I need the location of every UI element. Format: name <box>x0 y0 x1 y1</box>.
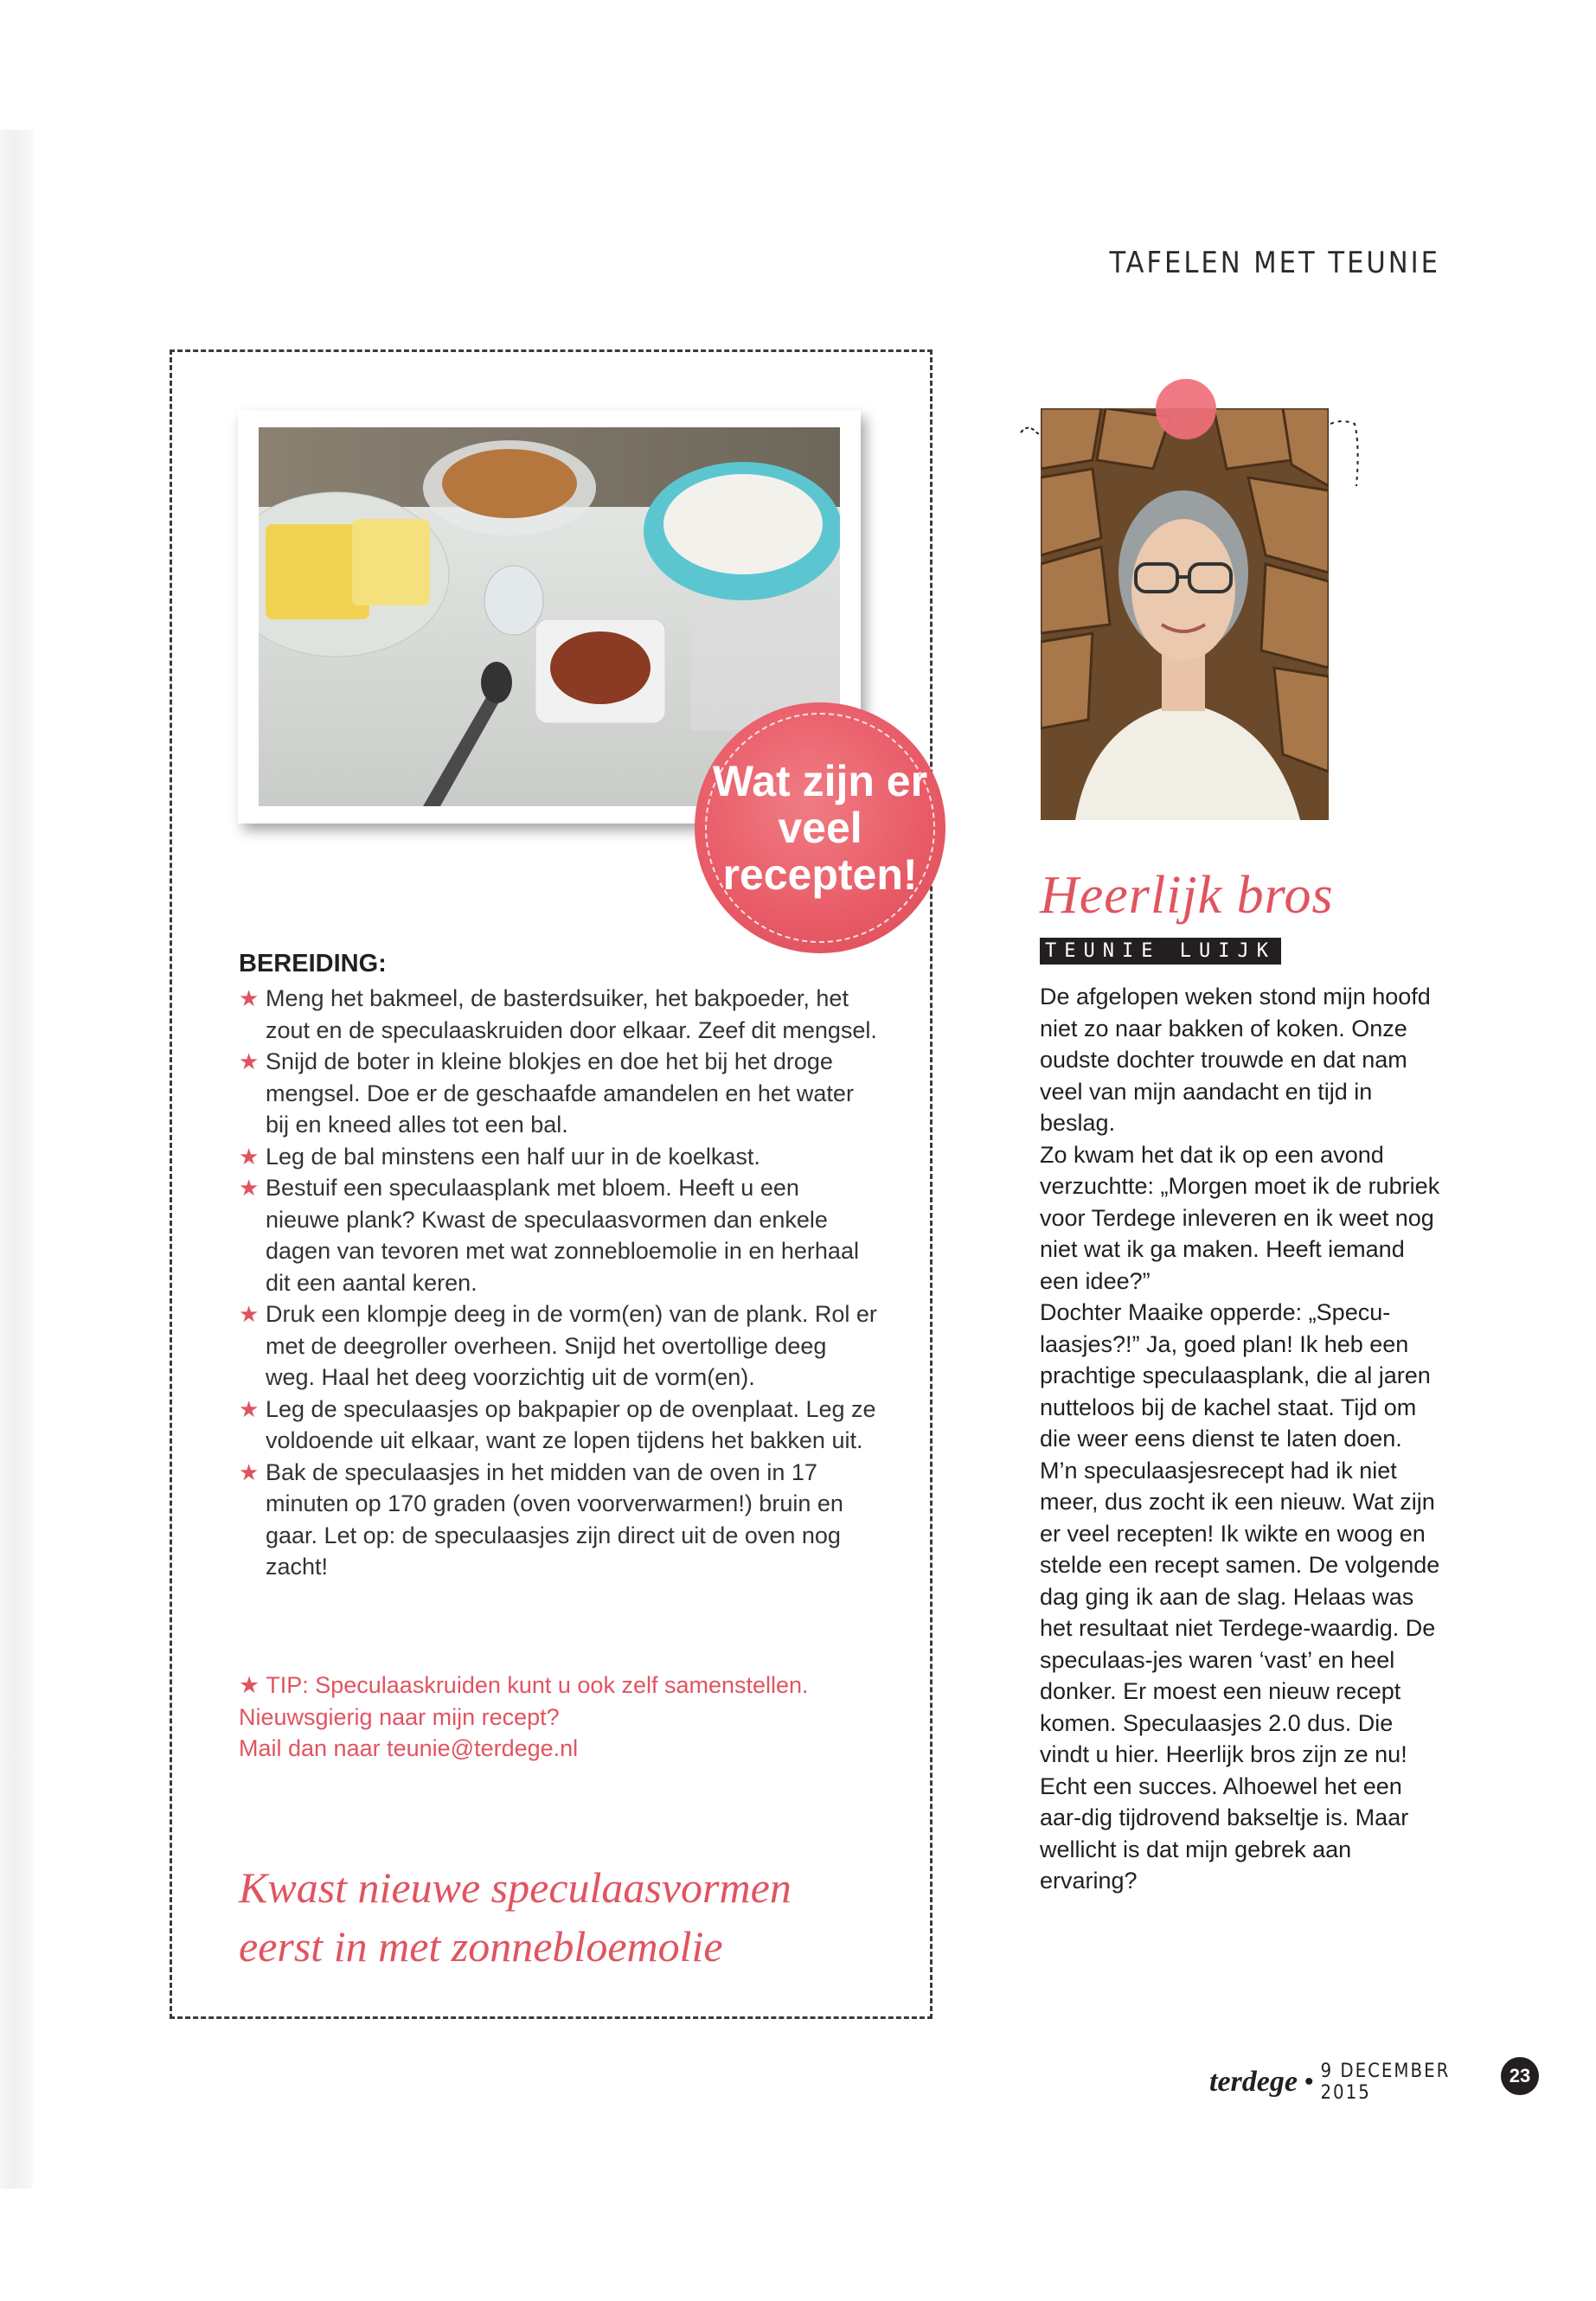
article-paragraph: M’n speculaasjesrecept had ik niet meer, dus zocht ik een nieuw. Wat zijn er veel recepten! Ik wikte en woog en stelde een recept samen. De volgende dag ging ik aan de slag. Helaas was het resultaat niet Terdege-waardig. De speculaas-jes waren ‘vast’ en heel donker. Er moest een nieuw recept komen. Speculaasjes 2.0 dus. Die vindt u hier. Heerlijk bros zijn ze nu! Echt een succes. Alhoewel het een aar-dig tijdrovend bakseltje is. Maar wellicht is dat mijn gebrek aan ervaring? <box>1040 1457 1440 1894</box>
pullquote-line: Kwast nieuwe speculaasvormen <box>239 1863 792 1912</box>
article-paragraph: Zo kwam het dat ik op een avond verzuchtte: „Morgen moet ik de rubriek voor Terdege inleveren en ik weet nog niet wat ik ga maken. Heeft iemand een idee?” <box>1040 1141 1440 1294</box>
list-item <box>239 1141 879 1173</box>
tip-text: TIP: Speculaaskruiden kunt u ook zelf samenstellen. <box>266 1672 809 1698</box>
quote-badge <box>695 702 945 953</box>
article-paragraph: De afgelopen weken stond mijn hoofd niet zo naar bakken of koken. Onze oudste dochter trouwde en dat nam veel van mijn aandacht en tijd in beslag. <box>1040 984 1431 1136</box>
author-photo-image <box>1041 408 1329 820</box>
step-text: Leg de bal minstens een half uur in de koelkast. <box>266 1143 760 1170</box>
author-photo <box>1041 408 1329 820</box>
badge-text: Wat zijn er veel recepten! <box>712 757 928 899</box>
pullquote-line: eerst in met zonnebloemolie <box>239 1922 723 1971</box>
step-text: Bak de speculaasjes in het midden van de oven in 17 minuten op 170 graden (oven voorverwarmen!) bruin en gaar. Let op: de speculaasjes zijn direct uit de oven nog zacht! <box>266 1458 843 1580</box>
star-icon: ★ <box>239 1048 260 1074</box>
tip-line: Nieuwsgierig naar mijn recept? <box>239 1703 560 1730</box>
tip-email-line: Mail dan naar teunie@terdege.nl <box>239 1735 579 1761</box>
step-text: Snijd de boter in kleine blokjes en doe het bij het droge mengsel. Doe er de geschaafde amandelen en het water bij en kneed alles tot een bal. <box>266 1048 854 1138</box>
article-title: Heerlijk bros <box>1040 866 1334 925</box>
step-text: Leg de speculaasjes op bakpapier op de ovenplaat. Leg ze voldoende uit elkaar, want ze lopen tijdens het bakken uit. <box>266 1395 876 1453</box>
list-item <box>239 1457 879 1583</box>
list-item <box>239 1046 879 1141</box>
step-text: Bestuif een speculaasplank met bloem. Heeft u een nieuwe plank? Kwast de speculaasvormen dan enkele dagen van tevoren met wat zonnebloemolie in en herhaal dit een aantal keren. <box>266 1175 859 1296</box>
footer <box>1209 2061 1469 2104</box>
section-header: TAFELEN MET TEUNIE <box>1109 246 1440 280</box>
star-icon: ★ <box>239 1143 260 1170</box>
star-icon: ★ <box>239 1672 266 1698</box>
page-number: 23 <box>1501 2057 1539 2095</box>
star-icon: ★ <box>239 1175 260 1201</box>
list-item <box>239 1394 879 1457</box>
star-icon: ★ <box>239 1458 260 1485</box>
step-text: Druk een klompje deeg in de vorm(en) van de plank. Rol er met de deegroller overheen. Snijd het overtollige deeg weg. Haal het deeg voorzichtig uit de vorm(en). <box>266 1301 877 1390</box>
tip-line <box>239 1670 879 1702</box>
step-text: Meng het bakmeel, de basterdsuiker, het bakpoeder, het zout en de speculaaskruiden door elkaar. Zeef dit mengsel. <box>266 985 877 1043</box>
article-paragraph: Dochter Maaike opperde: „Specu-laasjes?!” Ja, goed plan! Ik heb een prachtige speculaasplank, die al jaren nutteloos bij de kachel staat. Tijd om die weer eens dienst te laten doen. <box>1040 1299 1431 1452</box>
bereiding-title: BEREIDING: <box>239 950 387 977</box>
paper-edge <box>0 130 33 2189</box>
list-item <box>239 983 879 1046</box>
recipe-steps <box>239 983 879 1583</box>
author-byline: TEUNIE LUIJK <box>1040 938 1281 965</box>
issue-date: 9 DECEMBER 2015 <box>1320 2061 1451 2104</box>
pin-icon <box>1156 379 1216 439</box>
tip-block <box>239 1670 879 1765</box>
star-icon: ★ <box>239 1301 260 1327</box>
pullquote <box>239 1858 896 1976</box>
star-icon: ★ <box>239 1395 260 1422</box>
star-icon: ★ <box>239 985 260 1011</box>
article-body <box>1040 981 1446 1897</box>
string-decoration <box>1330 419 1362 488</box>
list-item <box>239 1172 879 1298</box>
footer-separator: • <box>1304 2067 1314 2096</box>
list-item <box>239 1298 879 1394</box>
magazine-logo: terdege <box>1209 2066 1298 2098</box>
